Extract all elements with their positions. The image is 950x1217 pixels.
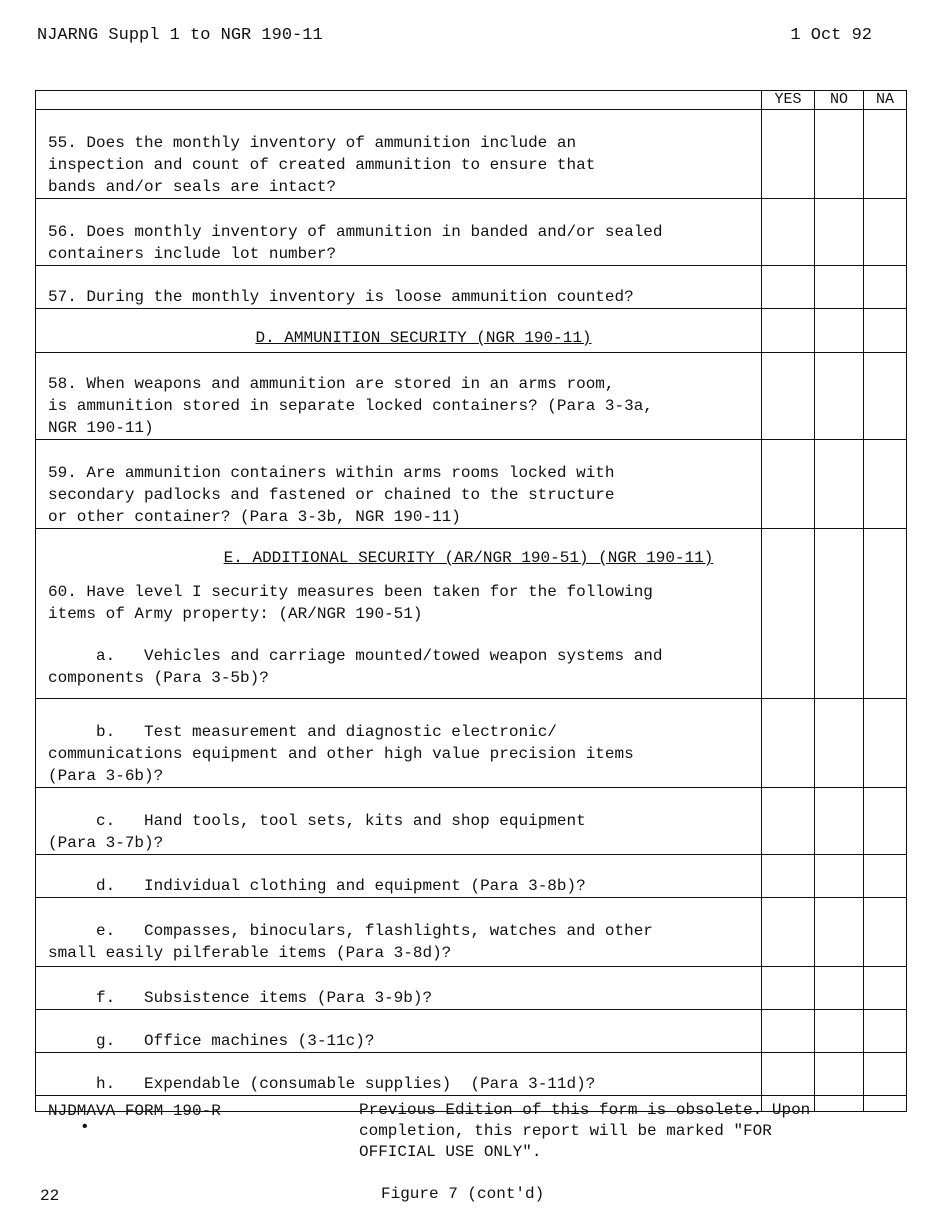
yes-checkbox[interactable]: [762, 440, 815, 529]
obsolete-notice: Previous Edition of this form is obsolete. Upon completion, this report will be marked "FOR OFFICIAL USE ONLY".: [359, 1101, 811, 1161]
na-checkbox[interactable]: [864, 353, 907, 440]
table-row: [36, 788, 907, 855]
no-checkbox[interactable]: [815, 353, 864, 440]
item-60d: d. Individual clothing and equipment (Para 3-8b)?: [48, 877, 586, 895]
table-row: [36, 575, 907, 625]
no-checkbox[interactable]: [815, 266, 864, 309]
section-e-heading: E. ADDITIONAL SECURITY (AR/NGR 190-51) (NGR 190-11): [223, 549, 714, 567]
yes-checkbox[interactable]: [762, 199, 815, 266]
question-59: 59. Are ammunition containers within arms rooms locked with secondary padlocks and fastened or chained to the structure or other container? (Para 3-3b, NGR 190-11): [48, 464, 615, 526]
question-58: 58. When weapons and ammunition are stored in an arms room, is ammunition stored in separate locked containers? (Para 3-3a, NGR 190-11): [48, 375, 653, 437]
header-date: 1 Oct 92: [790, 26, 872, 45]
item-60c: c. Hand tools, tool sets, kits and shop equipment (Para 3-7b)?: [48, 812, 586, 852]
na-checkbox[interactable]: [864, 266, 907, 309]
na-column-header: NA: [864, 91, 907, 110]
section-d-heading: D. AMMUNITION SECURITY (NGR 190-11): [255, 329, 592, 347]
yes-checkbox[interactable]: [762, 353, 815, 440]
item-60a: a. Vehicles and carriage mounted/towed weapon systems and components (Para 3-5b)?: [48, 646, 663, 687]
yes-checkbox[interactable]: [762, 967, 815, 1010]
no-checkbox[interactable]: [815, 1053, 864, 1096]
question-60: 60. Have level I security measures been taken for the following items of Army property: (AR/NGR 190-51): [48, 582, 653, 623]
table-row: [36, 625, 907, 699]
form-number: NJDMAVA FORM 190-R: [48, 1102, 221, 1120]
na-checkbox[interactable]: [864, 110, 907, 199]
table-row: [36, 353, 907, 440]
item-60e: e. Compasses, binoculars, flashlights, watches and other small easily pilferable items (Para 3-8d)?: [48, 922, 653, 962]
yes-checkbox[interactable]: [762, 699, 815, 788]
question-55: 55. Does the monthly inventory of ammunition include an inspection and count of created ammunition to ensure that bands and/or seals are intact?: [48, 134, 596, 196]
table-row: [36, 699, 907, 788]
yes-column-header: YES: [762, 91, 815, 110]
table-row: [36, 1010, 907, 1053]
na-checkbox[interactable]: [864, 1010, 907, 1053]
item-60g: g. Office machines (3-11c)?: [48, 1032, 375, 1050]
yes-checkbox[interactable]: [762, 625, 815, 699]
question-57: 57. During the monthly inventory is loose ammunition counted?: [48, 288, 634, 306]
no-checkbox[interactable]: [815, 440, 864, 529]
table-row: [36, 1053, 907, 1096]
table-row: [36, 309, 907, 353]
item-60f: f. Subsistence items (Para 3-9b)?: [48, 989, 433, 1007]
no-checkbox[interactable]: [815, 699, 864, 788]
no-checkbox[interactable]: [815, 855, 864, 898]
na-checkbox[interactable]: [864, 1053, 907, 1096]
yes-checkbox[interactable]: [762, 788, 815, 855]
na-checkbox[interactable]: [864, 625, 907, 699]
no-column-header: NO: [815, 91, 864, 110]
stray-mark: •: [80, 1118, 90, 1136]
na-checkbox[interactable]: [864, 699, 907, 788]
table-row: [36, 266, 907, 309]
page-number: 22: [40, 1187, 60, 1205]
yes-checkbox[interactable]: [762, 1010, 815, 1053]
item-60b: b. Test measurement and diagnostic electronic/ communications equipment and other high value precision items (Para 3-6b)?: [48, 723, 634, 785]
figure-caption: Figure 7 (cont'd): [381, 1185, 545, 1203]
na-checkbox[interactable]: [864, 199, 907, 266]
na-checkbox[interactable]: [864, 440, 907, 529]
yes-checkbox[interactable]: [762, 110, 815, 199]
na-checkbox[interactable]: [864, 788, 907, 855]
question-header: [36, 91, 762, 110]
yes-checkbox[interactable]: [762, 266, 815, 309]
no-checkbox[interactable]: [815, 199, 864, 266]
na-checkbox[interactable]: [864, 898, 907, 967]
table-header-row: [36, 91, 907, 110]
item-60h: h. Expendable (consumable supplies) (Para 3-11d)?: [48, 1075, 596, 1093]
table-row: [36, 110, 907, 199]
table-row: [36, 199, 907, 266]
yes-checkbox[interactable]: [762, 898, 815, 967]
no-checkbox[interactable]: [815, 898, 864, 967]
question-56: 56. Does monthly inventory of ammunition in banded and/or sealed containers include lot number?: [48, 223, 663, 263]
no-checkbox[interactable]: [815, 788, 864, 855]
na-checkbox[interactable]: [864, 855, 907, 898]
header-left: NJARNG Suppl 1 to NGR 190-11: [37, 26, 323, 45]
na-checkbox[interactable]: [864, 967, 907, 1010]
table-row: [36, 440, 907, 529]
yes-checkbox[interactable]: [762, 855, 815, 898]
table-row: [36, 898, 907, 967]
no-checkbox[interactable]: [815, 1010, 864, 1053]
table-row: [36, 529, 907, 575]
no-checkbox[interactable]: [815, 967, 864, 1010]
yes-checkbox[interactable]: [762, 1053, 815, 1096]
table-row: [36, 855, 907, 898]
no-checkbox[interactable]: [815, 110, 864, 199]
checklist-table: [35, 90, 907, 1112]
no-checkbox[interactable]: [815, 625, 864, 699]
table-row: [36, 967, 907, 1010]
